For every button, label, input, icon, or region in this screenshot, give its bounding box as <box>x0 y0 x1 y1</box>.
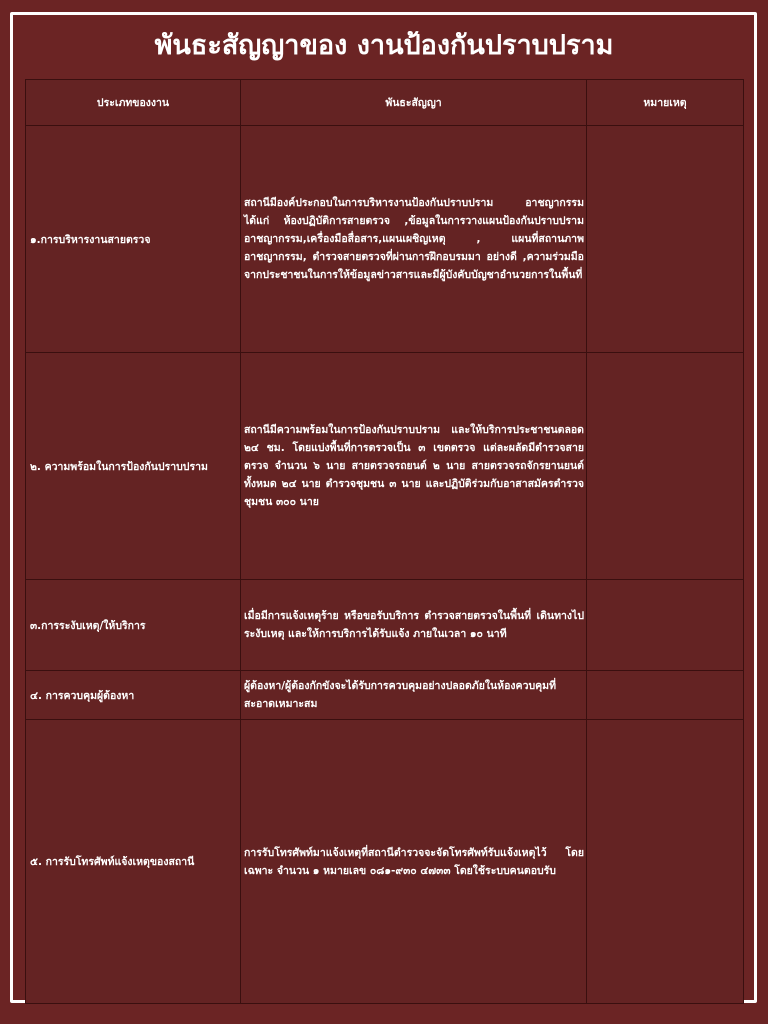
header-work-type: ประเภทของงาน <box>26 80 241 126</box>
note-cell <box>587 671 744 720</box>
note-cell <box>587 126 744 353</box>
work-type-cell: ๕. การรับโทรศัพท์แจ้งเหตุของสถานี <box>26 720 241 1004</box>
work-type-cell: ๒. ความพร้อมในการป้องกันปราบปราม <box>26 353 241 580</box>
table-row <box>26 671 744 720</box>
table-row <box>26 580 744 671</box>
pledge-table <box>25 79 744 1004</box>
table-row <box>26 126 744 353</box>
table-row <box>26 720 744 1004</box>
note-cell <box>587 353 744 580</box>
work-type-cell: ๔. การควบคุมผู้ต้องหา <box>26 671 241 720</box>
header-note: หมายเหตุ <box>587 80 744 126</box>
pledge-cell: สถานีมีองค์ประกอบในการบริหารงานป้องกันปราบปราม อาชญากรรม ได้แก่ ห้องปฏิบัติการสายตรวจ ,ข้อมูลในการวางแผนป้องกันปราบปรามอาชญากรรม,เครื่องมือสื่อสาร,แผนเผชิญเหตุ , แผนที่สถานภาพอาชญากรรม, ตำรวจสายตรวจที่ผ่านการฝึกอบรมมา อย่างดี ,ความร่วมมือจากประชาชนในการให้ข้อมูลข่าวสารและมีผู้บังคับบัญชาอำนวยการในพื้นที่ <box>241 126 587 353</box>
page-title: พันธะสัญญาของ งานป้องกันปราบปราม <box>154 30 614 61</box>
table-header-row <box>26 80 744 126</box>
work-type-cell: ๓.การระงับเหตุ/ให้บริการ <box>26 580 241 671</box>
work-type-cell: ๑.การบริหารงานสายตรวจ <box>26 126 241 353</box>
header-pledge: พันธะสัญญา <box>241 80 587 126</box>
pledge-cell: เมื่อมีการแจ้งเหตุร้าย หรือขอรับบริการ ตำรวจสายตรวจในพื้นที่ เดินทางไประงับเหตุ และให้การบริการได้รับแจ้ง ภายในเวลา ๑๐ นาที <box>241 580 587 671</box>
pledge-cell: ผู้ต้องหา/ผู้ต้องกักขังจะได้รับการควบคุมอย่างปลอดภัยในห้องควบคุมที่สะอาดเหมาะสม <box>241 671 587 720</box>
table-row <box>26 353 744 580</box>
pledge-cell: การรับโทรศัพท์มาแจ้งเหตุที่สถานีตำรวจจะจัดโทรศัพท์รับแจ้งเหตุไว้ โดยเฉพาะ จำนวน ๑ หมายเลข ๐๘๑-๙๓๐ ๔๗๓๓ โดยใช้ระบบคนตอบรับ <box>241 720 587 1004</box>
note-cell <box>587 720 744 1004</box>
note-cell <box>587 580 744 671</box>
pledge-cell: สถานีมีความพร้อมในการป้องกันปราบปราม และให้บริการประชาชนตลอด ๒๔ ชม. โดยแบ่งพื้นที่การตรวจเป็น ๓ เขตตรวจ แต่ละผลัดมีตำรวจสายตรวจ จำนวน ๖ นาย สายตรวจรถยนต์ ๒ นาย สายตรวจรถจักรยานยนต์ทั้งหมด ๒๔ นาย ตำรวจชุมชน ๓ นาย และปฏิบัติร่วมกับอาสาสมัครตำรวจชุมชน ๓๐๐ นาย <box>241 353 587 580</box>
